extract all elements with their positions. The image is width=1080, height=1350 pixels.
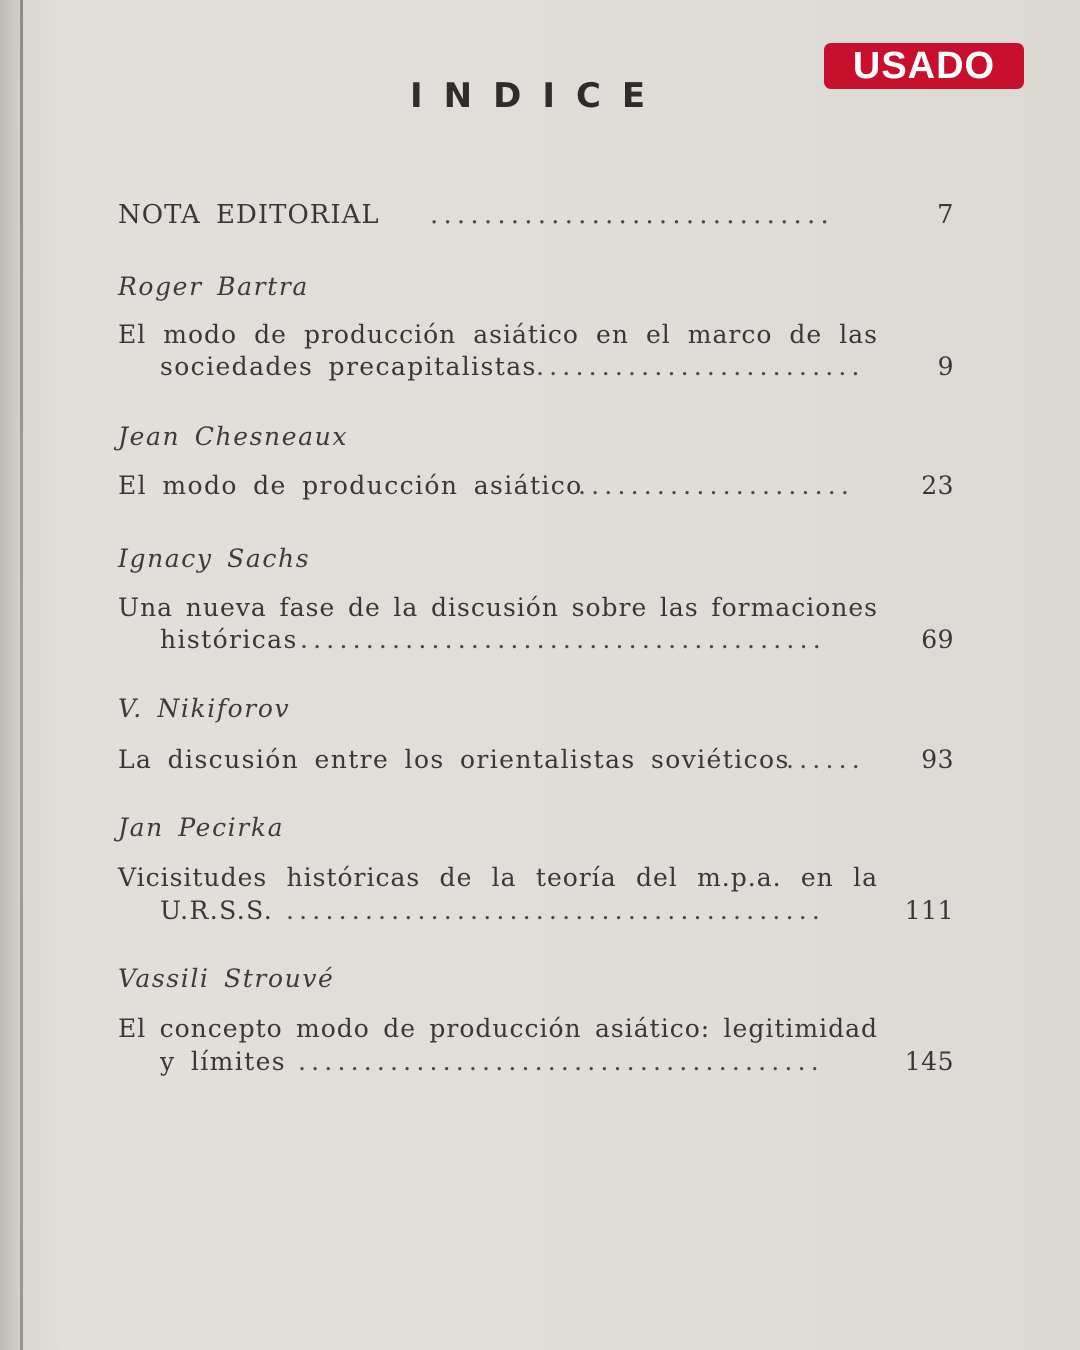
toc-page-number: 145: [904, 1047, 954, 1076]
toc-leader-dots: ..............................: [430, 200, 834, 230]
page-gutter-shadow: [0, 0, 20, 1350]
toc-entry-title-line: El modo de producción asiático: [118, 471, 583, 500]
toc-entry-title-line: Vicisitudes históricas de la teoría del m.p.a. en la: [118, 863, 878, 892]
toc-entry-title-line: El modo de producción asiático en el marco de las: [118, 320, 878, 349]
toc-entry-continuation: [118, 1047, 954, 1081]
toc-author: Roger Bartra: [118, 272, 309, 301]
toc-entry: [118, 745, 954, 779]
toc-leader-dots: ......: [786, 745, 865, 774]
toc-page-number: 7: [936, 200, 954, 230]
page-gutter-edge: [20, 0, 23, 1350]
toc-leader-dots: ........................................: [298, 1047, 824, 1076]
toc-entry-title: NOTA EDITORIAL: [118, 200, 380, 230]
toc-entry-title-line: sociedades precapitalistas: [160, 352, 537, 381]
toc-page-number: 69: [921, 625, 954, 654]
toc-entry-title-line: El concepto modo de producción asiático: legitimidad: [118, 1014, 878, 1043]
toc-page-number: 93: [921, 745, 954, 774]
toc-leader-dots: ........................................: [300, 625, 826, 654]
toc-author: V. Nikiforov: [118, 694, 291, 723]
toc-entry-continuation: [118, 352, 954, 386]
toc-author: Jan Pecirka: [118, 813, 285, 842]
toc-entry-title-line: y límites: [160, 1047, 287, 1076]
toc-author: Vassili Strouvé: [118, 964, 335, 993]
toc-page-number: 23: [921, 471, 954, 500]
toc-entry-title-line: Una nueva fase de la discusión sobre las formaciones: [118, 593, 878, 622]
toc-entry-continuation: [118, 896, 954, 930]
toc-page-number: 9: [937, 352, 954, 381]
toc-entry-title-line: U.R.S.S.: [160, 896, 274, 925]
used-badge: USADO: [824, 43, 1024, 89]
toc-author: Jean Chesneaux: [118, 422, 349, 451]
toc-leader-dots: .........................: [536, 352, 865, 381]
toc-entry-continuation: [118, 625, 954, 659]
toc-leader-dots: .........................................: [286, 896, 826, 925]
toc-entry-nota-editorial: [118, 200, 954, 234]
toc-entry: [118, 471, 954, 505]
toc-entry-title-line: históricas: [160, 625, 298, 654]
toc-author: Ignacy Sachs: [118, 544, 311, 573]
toc-entry-title-line: La discusión entre los orientalistas soviéticos: [118, 745, 790, 774]
toc-page-number: 111: [904, 896, 954, 925]
toc-leader-dots: .....................: [578, 471, 855, 500]
page-title: INDICE: [410, 76, 667, 116]
